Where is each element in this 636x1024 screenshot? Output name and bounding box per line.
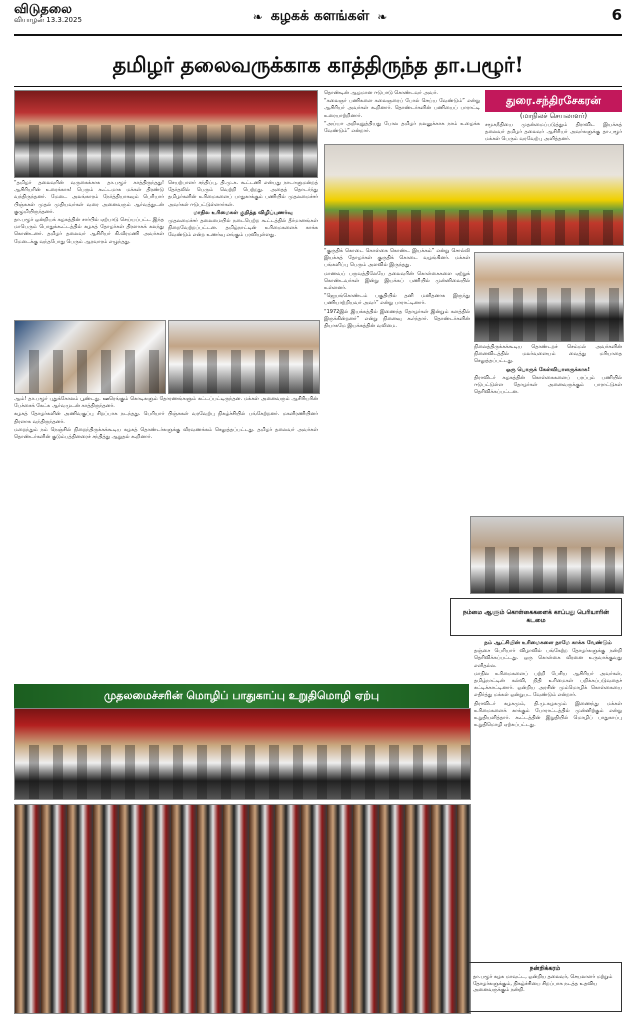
paragraph: திராவிடர் கழகத்தின் கொள்கைகளைப் பரப்பும் பணியில் ஈடுபட்டுள்ள தோழர்கள் அனைவருக்கும் பாராட்டுகள் தெரிவிக்கப்பட்டன.: [474, 374, 622, 396]
paragraph: தொண்டின் ஆழமான ஈடுபாடு கொண்டவர் அவர்.: [324, 90, 438, 96]
byline-name: துரை.சந்திரசேகரன்: [485, 90, 622, 112]
thanks-text: தா.பழூர் கழக மாவட்ட, ஒன்றிய தலைவர், செயலாளர் மற்றும் தோழர்களுக்கும், நிகழ்ச்சியை சிறப்பாக நடத்த உதவிய அனைவருக்கும் நன்றி.: [473, 973, 613, 994]
section-header: [210, 6, 430, 28]
paragraph: சமூகநீதியை முதன்மைப்படுத்தும் திராவிட இயக்கத் தலைவர் தமிழர் தலைவர் ஆசிரியர் அவர்களுக்கு தா.பழூர் மக்கள் பெரும் வரவேற்பு அளித்தனர்.: [485, 122, 622, 142]
article-column-8: [474, 640, 622, 958]
paragraph: “குருதிக் கொடை கொள்கை கொண்ட இயக்கம்” என்று சொல்லி இயக்கத் தோழர்கள் குருதிக் கொடை வழங்கினர். மக்கள் பங்களிப்பு பெரும் அளவில் இருந்தது.: [324, 248, 470, 269]
article-column-6: [324, 248, 470, 678]
article-column-1: [14, 180, 164, 316]
ornament-right-icon: ❧: [377, 10, 388, 24]
header-rule: [14, 34, 622, 36]
paragraph: முதலமைச்சர் தலைமையில் நடைபெற்ற கூட்டத்தில் தீர்மானங்கள் நிறைவேற்றப்பட்டன. தமிழ்நாட்டின் உரிமைகளைக் காக்க வேண்டும் என்ற உணர்வு எங்கும் பரவியுள்ளது.: [168, 218, 318, 239]
masthead: [14, 4, 82, 26]
subheading: ஒரு பொருக் கேள்வியாளருக்காக!: [506, 366, 590, 373]
photo-crowd: [14, 804, 471, 1014]
photo-memorial-stage: [324, 144, 624, 246]
subheading: நம் ஆட்சியின் உரிமைகளை நாமே காக்க வேண்டும்: [484, 640, 612, 646]
article-column-4: [485, 122, 622, 142]
paragraph: செயற்பாளர் சந்திப்பு, தி.மு.க. கூட்டணி என்பது நாடாளுமன்றத் தேர்தலில் பெரும் வெற்றி பெற்றது. அதைத் தொடர்ந்து தமிழர்களின் உரிமைகளைப் பாதுகாக்கும் பணியில் முதலமைச்சர் அவர்கள் ஈடுபட்டுள்ளார்கள்.: [168, 180, 318, 208]
article-column-2: [168, 180, 318, 316]
page-number: 6: [611, 6, 622, 24]
subheading: மாநில உரிமைகள் குறித்த விழிப்புணர்வு: [193, 209, 293, 216]
paragraph: ஆம்! தா.பழூர் புதுக்கோலம் பூண்டது. ஊரெங்கும் கொடிகளும் தோரணங்களும் கட்டப்பட்டிருந்தன. மக்கள் அனைவரும் ஆசிரியரின் பேச்சைக் கேட்க ஆர்வமுடன் காத்திருந்தனர்.: [14, 396, 318, 410]
brand-name: விடுதலை: [14, 2, 72, 17]
paragraph: மாநில உரிமைகளைப் பற்றி பேசிய ஆசிரியர் அவர்கள், தமிழ்நாட்டின் கல்வி, நிதி உரிமைகள் பறிக்கப்படுவதைச் சுட்டிக்காட்டினார். ஒன்றிய அரசின் மும்மொழிக் கொள்கையை எதிர்த்து மக்கள் ஒன்றுபட வேண்டும் என்றார்.: [474, 670, 622, 699]
paragraph: “அய்யா அறிவுறுத்தியது போல தமிழர் நலனுக்காக நாம் உழைக்க வேண்டும்” என்றார்.: [324, 120, 480, 135]
article-column-3: [324, 90, 480, 142]
paragraph: கழகத் தோழர்களின் அணிவகுப்பு சிறப்பாக நடந்தது. பெரியார் பிஞ்சுகள் வரவேற்பு நிகழ்ச்சியில் பங்கேற்றனர். மகளிரணியினர் திரளாக வந்திருந்தனர்.: [14, 411, 318, 425]
paragraph: “கலைஞர் பணிகளை கலைஞரைப் போல் செய்ய வேண்டும்” என்று ஆசிரியர் அவர்கள் கூறினார். தொண்டர்களின் பணியைப் பாராட்டி உரையாற்றினார்.: [324, 98, 480, 119]
paragraph: மாணவப் பருவத்திலேயே தலைவரின் கொள்கைகளை ஏற்றுக் கொண்டவர்கள் இன்று இயக்கப் பணியில் முன்னிலையில் உள்ளனர்.: [324, 270, 470, 292]
paragraph: நிலைத்திருக்கக்கூடிய தொண்டறச் செம்மல் அவர்களின் நினைவிடத்தில் மலர்வளையம் வைத்து மரியாதை செலுத்தப்பட்டது.: [474, 344, 622, 365]
section-title: கழகக் களங்கள்: [270, 8, 370, 24]
pull-quote: நம்மை ஆளும் கொள்கைகளைக் காப்பது பெரியாரின் கடமை: [450, 598, 622, 636]
paragraph: தா.பழூர் ஒன்றியக் கழகத்தின் சார்பில் ஏற்பாடு செய்யப்பட்ட இந்த மாபெரும் பொதுக்கூட்டத்தில் கழகத் தோழர்கள் திரளாகக் கலந்து கொண்டனர். தமிழர் தலைவர் ஆசிரியர் கி.வீரமணி அவர்கள் மேடைக்கு வந்தபோது பெரும் ஆரவாரம் எழுந்தது.: [14, 217, 164, 245]
thanks-box: [468, 962, 622, 1012]
article-column-5: [14, 396, 318, 680]
photo-felicitation: [470, 516, 624, 594]
photo-honour: [14, 320, 166, 394]
byline-role: (மாநிலச் செயலாளர்): [519, 112, 588, 120]
photo-pledge: [14, 708, 471, 800]
headline-rule: [14, 86, 622, 87]
photo-shawl: [168, 320, 320, 394]
photo-stage-leaders: [14, 90, 318, 178]
photo-greeting: [474, 252, 624, 342]
paragraph: தஞ்சை பெரியார் விழாவில் பங்கேற்ற தோழர்களுக்கு நன்றி தெரிவிக்கப்பட்டது. ஒரு கொள்கை வீரனை உருவாக்குவது எளிதல்ல.: [474, 648, 622, 669]
pledge-banner: முதலமைச்சரின் மொழிப் பாதுகாப்பு உறுதிமொழி ஏற்பு: [14, 684, 469, 708]
article-column-7: [474, 344, 622, 512]
ornament-left-icon: ❧: [252, 10, 263, 24]
paragraph: மறைந்தும் நம் நெஞ்சில் நிறைந்திருக்கக்கூடிய கழகத் தொண்டர்களுக்கு வீரவணக்கம் செலுத்தப்பட்டது. தமிழர் தலைவர் அவர்கள் தொண்டர்களின் குடும்பத்தினரைச் சந்தித்து ஆறுதல் கூறினார்.: [14, 426, 318, 441]
headline: தமிழர் தலைவருக்காக காத்திருந்த தா.பழூர்!: [112, 52, 524, 77]
thanks-title: நன்றிக்கரம்: [529, 965, 561, 972]
paragraph: “தமிழர் தலைவரின் வருகைக்காக தா.பழூர் காத்திருந்தது! ஆசிரியரின் உரைக்காக! பெரும் கூட்டமாக மக்கள் திரண்டு வந்திருந்தனர். மேடை அலங்காரம் நேர்த்தியாகவும் பெரியார் பிஞ்சுகள் முதல் முதியவர்கள் வரை அனைவரும் ஆர்வத்துடன் குழுமியிருந்தனர்.: [14, 180, 164, 215]
paragraph: “ஜெயங்கொண்டம் பகுதியில் தனி மனிதனாக இருந்து பணியாற்றியவர் அவர்” என்று பாராட்டினார்.: [324, 293, 470, 307]
issue-date: வியாழன் 13.3.2025: [14, 16, 82, 24]
paragraph: “1972இல் இயக்கத்தில் இணைந்த தோழர்கள் இன்றும் களத்தில் இருக்கின்றனர்” என்று நினைவு கூர்ந்தார். தொண்டர்களின் தியாகமே இயக்கத்தின் வலிமை.: [324, 308, 470, 330]
paragraph: திராவிடர் கழகமும், தி.மு.கழகமும் இணைந்து மக்கள் உரிமைகளைக் காக்கும் போராட்டத்தில் முன்னிற்கும் என்று உறுதியளித்தார். கூட்டத்தின் இறுதியில் மொழிப் பாதுகாப்பு உறுதிமொழி ஏற்கப்பட்டது.: [474, 700, 622, 729]
